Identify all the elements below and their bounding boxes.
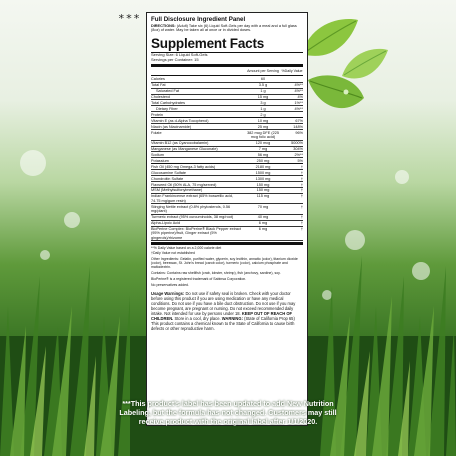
nutrient-amount: 1 g xyxy=(260,106,266,111)
nutrient-amount: 6 mg xyxy=(258,226,268,231)
nutrient-amount: 1 g xyxy=(260,88,266,93)
nutrient-name: MSM (Methylsulfonylmethane) xyxy=(151,188,203,193)
nutrient-name: Vitamin B12 (as Cyanocobalamin) xyxy=(151,140,209,145)
nutrient-daily-value: † xyxy=(300,204,303,209)
keep-out-text: KEEP OUT OF REACH OF CHILDREN. xyxy=(151,311,293,322)
nutrient-daily-value: 148% xyxy=(293,124,303,129)
directions xyxy=(151,24,303,33)
nutrient-amount: 25 mg xyxy=(257,124,269,129)
facts-row xyxy=(151,227,303,242)
leaf-icon xyxy=(340,46,390,86)
nutrient-amount: 120 mcg xyxy=(255,140,271,145)
nutrient-amount: 3 g xyxy=(260,100,266,105)
nutrient-daily-value: 304% xyxy=(293,146,303,151)
nutrient-name: Flaxseed Oil (50% ALA, 75 mg/served) xyxy=(151,182,217,187)
nutrient-name: Folate xyxy=(151,130,162,135)
nutrient-name: Alpha-Lipoic Acid xyxy=(151,221,181,226)
nutrient-amount: 6 mg xyxy=(258,221,268,226)
nutrient-amount: 382 mcg DFE (225 mcg folic acid) xyxy=(247,130,279,139)
facts-row xyxy=(151,194,303,204)
preservatives-note: No preservatives added. xyxy=(151,283,189,288)
panel-title: Full Disclosure Ingredient Panel xyxy=(151,16,246,23)
nutrient-name: Saturated Fat xyxy=(156,88,180,93)
nutrient-name: Stinging Nettle extract (0.8% phytosterols, 0.56 mg/plant) xyxy=(151,204,231,214)
nutrient-daily-value: 5000% xyxy=(291,140,303,145)
nutrient-amount: 56 mg xyxy=(257,152,269,157)
allergen-contains: Contains: Contains raw shellfish (crab, lobster, shrimp), fish (anchovy, sardine), soy. xyxy=(151,271,281,276)
directions-text: (Adult) Take six (6) Liquid Soft-Gels per day with a meal and a full glass (8oz) of water. May be taken all at once or in divided doses. xyxy=(151,24,297,33)
serving-size: Serving Size: 6 Liquid Soft-Gels xyxy=(151,52,208,58)
nutrient-daily-value: 67% xyxy=(295,118,303,123)
directions-label: DIRECTIONS: xyxy=(151,24,176,29)
nutrient-daily-value: 4%** xyxy=(294,82,303,87)
nutrient-daily-value: † xyxy=(300,170,303,175)
nutrient-amount: 15 mg xyxy=(257,94,269,99)
nutrient-amount: 150 mg xyxy=(256,182,270,187)
facts-row xyxy=(151,204,303,214)
warning-text: (State of California Prop 65) This product contains a chemical known to the State of California to cause birth defects or other reproductive harm. xyxy=(151,316,295,332)
nutrient-name: Chondroitin Sulfate xyxy=(151,176,184,181)
nutrient-daily-value: † xyxy=(300,221,303,226)
nutrient-name: Niacin (as Niacinamide) xyxy=(151,124,192,129)
amount-header: Amount per Serving xyxy=(247,68,279,73)
nutrient-daily-value: 4%** xyxy=(294,106,303,111)
nutrient-amount: 1300 mg xyxy=(255,176,271,181)
usage-text: Do not use if safety seal is broken. Check with your doctor before using this product if you are using medication or have any medical conditions. Do not use if you have a bile duct obstruction. Do not use if you may become pregnant, are pregnant or nursing. Do not exceed recommended daily intake. Not intended for use by persons under 18. xyxy=(151,291,296,317)
nutrient-name: Potassium xyxy=(151,158,169,163)
nutrient-amount: 60 xyxy=(260,76,266,81)
nutrient-daily-value: 5% xyxy=(297,158,303,163)
nutrient-name: Total Fat xyxy=(151,82,166,87)
usage-label: Usage Warnings: xyxy=(151,291,185,297)
store-text: Store in a cool, dry place. xyxy=(174,316,221,322)
facts-row xyxy=(151,130,303,140)
nutrient-daily-value: † xyxy=(300,215,303,220)
nutrient-amount: 3.5 g xyxy=(258,82,268,87)
divider xyxy=(151,75,303,76)
nutrient-daily-value: 4%** xyxy=(294,88,303,93)
nutrient-daily-value: † xyxy=(300,176,303,181)
footnote: **% Daily Value based on a 2,000 calorie diet xyxy=(151,246,222,251)
label-update-notice: ***This product's label has been updated to add New Nutrition Labeling, but the formula has not changed. Customers may still receive product with the original label after 1/1/2020. xyxy=(119,399,337,426)
divider xyxy=(151,242,303,245)
supplement-facts-title: Supplement Facts xyxy=(151,36,303,54)
footnote: †Daily Value not established xyxy=(151,251,195,256)
nutrient-daily-value: 2%** xyxy=(294,152,303,157)
nutrient-name: Sodium xyxy=(151,152,164,157)
nutrient-name: Indian Frankincense extract (65% boswellic acid, 74.75 mg/gum resin) xyxy=(151,194,234,203)
nutrient-name: Manganese (as Manganese Gluconate) xyxy=(151,146,218,151)
nutrient-name: Vitamin E (as d-Alpha Tocopherol) xyxy=(151,118,209,123)
nutrient-amount: 40 mg xyxy=(257,215,269,220)
nutrient-name: Cholesterol xyxy=(151,94,171,99)
usage-warnings xyxy=(151,291,303,331)
servings-per-container: Servings per Container: 15 xyxy=(151,56,199,62)
nutrient-amount: 150 mg xyxy=(256,188,270,193)
facts-table xyxy=(151,77,303,242)
column-header xyxy=(151,68,303,74)
nutrient-daily-value: † xyxy=(300,194,303,199)
other-ingredients: Other Ingredients: Gelatin, purified water, glycerin, soy lecithin, annatto (color), titanium dioxide (color), beeswax, St. John's bread (carob color), turmeric (color), calcium phosphate and maltodextrin. xyxy=(151,257,298,270)
nutrient-name: Protein xyxy=(151,112,164,117)
nutrient-name: Glucosamine Sulfate xyxy=(151,170,187,175)
nutrient-daily-value: † xyxy=(300,226,303,231)
nutrient-daily-value: 4% xyxy=(297,94,303,99)
nutrient-daily-value: † xyxy=(300,188,303,193)
nutrient-amount: 7 mg xyxy=(258,146,268,151)
asterisk-mark: *** xyxy=(118,12,141,25)
nutrient-amount: 1500 mg xyxy=(255,170,271,175)
nutrient-name: Calories xyxy=(151,76,165,81)
ingredient-panel xyxy=(146,12,308,426)
nutrient-amount: 250 mg xyxy=(256,158,270,163)
nutrient-daily-value: 96% xyxy=(295,130,303,135)
trademark-note: BioPerine® is a registered trademark of Sabinsa Corporation. xyxy=(151,277,247,282)
nutrient-daily-value: † xyxy=(300,182,303,187)
warning-label: WARNING: xyxy=(221,316,243,322)
nutrient-amount: 2 g xyxy=(260,112,266,117)
nutrient-name: Turmeric extract (95% curcuminoids, 38 mg/root) xyxy=(151,215,234,220)
nutrient-name: Fish Oil (450 mg Omega-3 fatty acids) xyxy=(151,164,216,169)
nutrient-amount: 70 mg xyxy=(257,204,269,209)
nutrient-daily-value: † xyxy=(300,164,303,169)
daily-value-header: %Daily Value xyxy=(281,68,303,73)
divider xyxy=(151,64,303,67)
nutrient-daily-value: 1%** xyxy=(294,100,303,105)
nutrient-amount: 10 mg xyxy=(257,118,269,123)
nutrient-name: Dietary Fiber xyxy=(156,106,178,111)
nutrient-name: Total Carbohydrates xyxy=(151,100,185,105)
nutrient-name: BioPerine Complex: BioPerine® Black Pepper extract (95% piperine)/fruit, Ginger extract (5% gingerols)/rhizome xyxy=(151,226,241,240)
nutrient-amount: 2180 mg xyxy=(255,164,271,169)
nutrient-amount: 115 mg xyxy=(256,194,270,199)
